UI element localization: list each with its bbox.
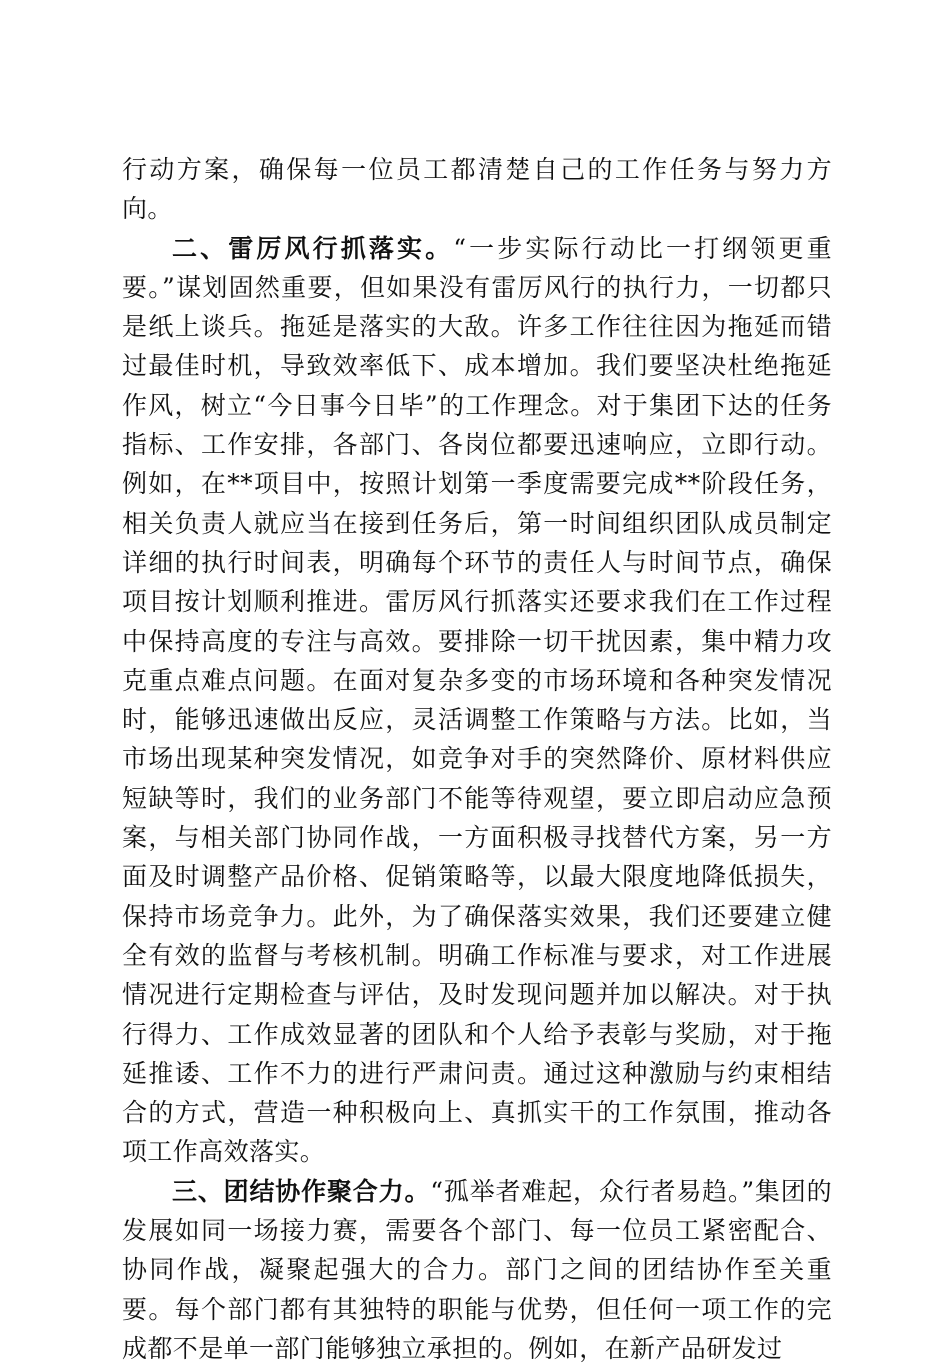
- section-heading-three: 三、团结协作聚合力。: [172, 1176, 431, 1206]
- paragraph-section-two: [122, 229, 832, 1172]
- paragraph-section-three: [122, 1172, 832, 1368]
- paragraph-text: “孤举者难起，众行者易趋。”集团的发展如同一场接力赛，需要各个部门、每一位员工紧密配合、协同作战，凝聚起强大的合力。部门之间的团结协作至关重要。每个部门都有其独特的职能与优势，但任何一项工作的完成都不是单一部门能够独立承担的。例如，在新产品研发过: [122, 1176, 832, 1363]
- paragraph-text: 行动方案，确保每一位员工都清楚自己的工作任务与努力方向。: [122, 155, 832, 224]
- paragraph-continuation: [122, 150, 832, 229]
- section-heading-two: 二、雷厉风行抓落实。: [172, 233, 454, 263]
- document-body: [122, 150, 832, 1368]
- paragraph-text: “一步实际行动比一打纲领更重要。”谋划固然重要，但如果没有雷厉风行的执行力，一切都只是纸上谈兵。拖延是落实的大敌。许多工作往往因为拖延而错过最佳时机，导致效率低下、成本增加。我们要坚决杜绝拖延作风，树立“今日事今日毕”的工作理念。对于集团下达的任务指标、工作安排，各部门、各岗位都要迅速响应，立即行动。例如，在**项目中，按照计划第一季度需要完成**阶段任务，相关负责人就应当在接到任务后，第一时间组织团队成员制定详细的执行时间表，明确每个环节的责任人与时间节点，确保项目按计划顺利推进。雷厉风行抓落实还要求我们在工作过程中保持高度的专注与高效。要排除一切干扰因素，集中精力攻克重点难点问题。在面对复杂多变的市场环境和各种突发情况时，能够迅速做出反应，灵活调整工作策略与方法。比如，当市场出现某种突发情况，如竞争对手的突然降价、原材料供应短缺等时，我们的业务部门不能等待观望，要立即启动应急预案，与相关部门协同作战，一方面积极寻找替代方案，另一方面及时调整产品价格、促销策略等，以最大限度地降低损失，保持市场竞争力。此外，为了确保落实效果，我们还要建立健全有效的监督与考核机制。明确工作标准与要求，对工作进展情况进行定期检查与评估，及时发现问题并加以解决。对于执行得力、工作成效显著的团队和个人给予表彰与奖励，对于拖延推诿、工作不力的进行严肃问责。通过这种激励与约束相结合的方式，营造一种积极向上、真抓实干的工作氛围，推动各项工作高效落实。: [122, 233, 832, 1167]
